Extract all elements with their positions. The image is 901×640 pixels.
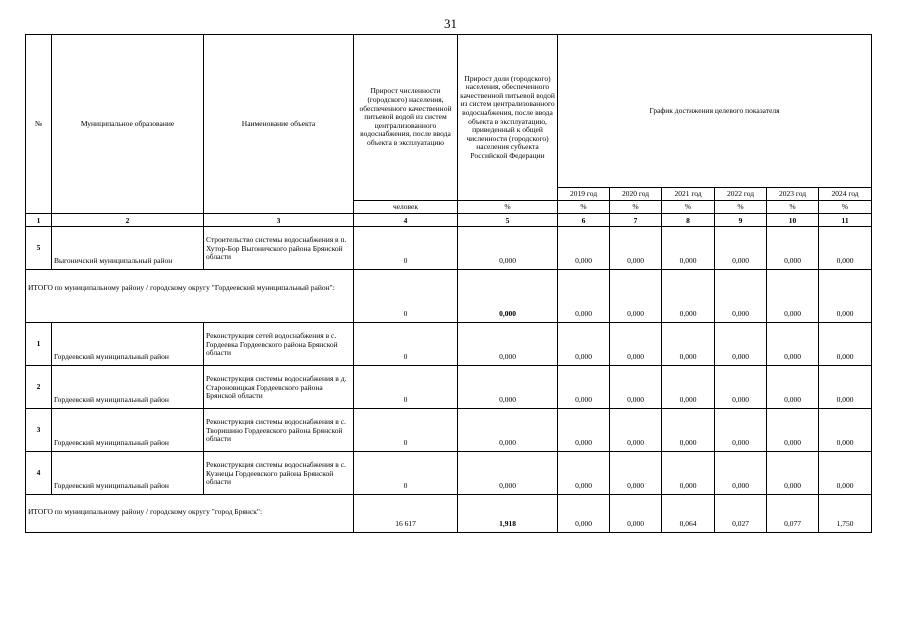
year-value-cell: 0,000: [610, 495, 662, 533]
population-cell: 16 617: [354, 495, 458, 533]
year-value-cell: 0,000: [558, 323, 610, 366]
header-no: №: [26, 35, 52, 214]
year-value-cell: 0,000: [715, 409, 767, 452]
year-value-cell: 0,000: [819, 227, 872, 270]
page-number: 31: [444, 16, 457, 31]
column-number: 1: [26, 214, 52, 227]
year-value-cell: 0,000: [819, 409, 872, 452]
year-value-cell: 0,000: [662, 270, 715, 323]
year-value-cell: 0,000: [662, 409, 715, 452]
year-value-cell: 0,000: [558, 270, 610, 323]
unit-percent: %: [610, 201, 662, 214]
share-cell: 0,000: [458, 409, 558, 452]
header-year: 2024 год: [819, 188, 872, 201]
year-value-cell: 0,000: [558, 495, 610, 533]
header-row: [26, 35, 872, 188]
unit-percent: %: [662, 201, 715, 214]
column-number: 5: [458, 214, 558, 227]
year-value-cell: 0,000: [610, 227, 662, 270]
year-value-cell: 0,000: [715, 323, 767, 366]
column-number: 7: [610, 214, 662, 227]
year-value-cell: 0,000: [715, 452, 767, 495]
municipality-cell: Гордеевский муниципальный район: [52, 452, 204, 495]
population-cell: 0: [354, 323, 458, 366]
table-row: [26, 227, 872, 270]
total-row: [26, 270, 872, 323]
share-cell: 0,000: [458, 366, 558, 409]
column-number: 10: [767, 214, 819, 227]
unit-percent: %: [715, 201, 767, 214]
year-value-cell: 0,000: [662, 227, 715, 270]
column-number-row: [26, 214, 872, 227]
header-year: 2023 год: [767, 188, 819, 201]
year-value-cell: 0,000: [767, 227, 819, 270]
object-cell: Строительство системы водоснабжения в п. Хутор-Бор Выгоничского района Брянской области: [204, 227, 354, 270]
data-table: [25, 34, 872, 533]
row-number: 3: [26, 409, 52, 452]
total-label: ИТОГО по муниципальному району / городскому округу "Гордеевский муниципальный район":: [26, 270, 354, 323]
header-year: 2022 год: [715, 188, 767, 201]
year-value-cell: 0,064: [662, 495, 715, 533]
year-value-cell: 0,000: [715, 366, 767, 409]
header-object: Наименование объекта: [204, 35, 354, 214]
table-row: [26, 452, 872, 495]
municipality-cell: Гордеевский муниципальный район: [52, 323, 204, 366]
year-value-cell: 0,000: [610, 366, 662, 409]
table-row: [26, 409, 872, 452]
header-year: 2021 год: [662, 188, 715, 201]
row-number: 5: [26, 227, 52, 270]
year-value-cell: 0,000: [610, 452, 662, 495]
header-growth-population: Прирост численности (городского) населения, обеспеченного качественной питьевой водой из систем централизованного водоснабжения, после ввода объекта в эксплуатацию: [354, 35, 458, 201]
column-number: 9: [715, 214, 767, 227]
year-value-cell: 0,000: [767, 366, 819, 409]
population-cell: 0: [354, 409, 458, 452]
row-number: 2: [26, 366, 52, 409]
year-value-cell: 1,750: [819, 495, 872, 533]
year-value-cell: 0,000: [819, 366, 872, 409]
population-cell: 0: [354, 366, 458, 409]
year-value-cell: 0,000: [662, 366, 715, 409]
unit-percent: %: [458, 201, 558, 214]
year-value-cell: 0,000: [767, 409, 819, 452]
table-row: [26, 366, 872, 409]
year-value-cell: 0,000: [819, 323, 872, 366]
object-cell: Реконструкция системы водоснабжения в с. Кузнецы Гордеевского района Брянской области: [204, 452, 354, 495]
year-value-cell: 0,027: [715, 495, 767, 533]
share-cell: 0,000: [458, 270, 558, 323]
column-number: 6: [558, 214, 610, 227]
column-number: 4: [354, 214, 458, 227]
municipality-cell: Гордеевский муниципальный район: [52, 366, 204, 409]
object-cell: Реконструкция сетей водоснабжения в с. Гордеевка Гордеевского района Брянской области: [204, 323, 354, 366]
year-value-cell: 0,000: [610, 323, 662, 366]
table-row: [26, 323, 872, 366]
unit-percent: %: [558, 201, 610, 214]
municipality-cell: Гордеевский муниципальный район: [52, 409, 204, 452]
header-year: 2019 год: [558, 188, 610, 201]
year-value-cell: 0,000: [767, 270, 819, 323]
unit-percent: %: [767, 201, 819, 214]
population-cell: 0: [354, 270, 458, 323]
total-row: [26, 495, 872, 533]
object-cell: Реконструкция системы водоснабжения в д. Староновицкая Гордеевского района Брянской области: [204, 366, 354, 409]
column-number: 2: [52, 214, 204, 227]
year-value-cell: 0,000: [558, 452, 610, 495]
population-cell: 0: [354, 452, 458, 495]
column-number: 11: [819, 214, 872, 227]
column-number: 8: [662, 214, 715, 227]
municipality-cell: Выгоничский муниципальный район: [52, 227, 204, 270]
total-label: ИТОГО по муниципальному району / городскому округу "город Брянск":: [26, 495, 354, 533]
year-value-cell: 0,000: [819, 452, 872, 495]
year-value-cell: 0,000: [662, 452, 715, 495]
row-number: 1: [26, 323, 52, 366]
year-value-cell: 0,000: [819, 270, 872, 323]
year-value-cell: 0,000: [662, 323, 715, 366]
year-value-cell: 0,000: [715, 270, 767, 323]
share-cell: 1,918: [458, 495, 558, 533]
year-value-cell: 0,000: [558, 409, 610, 452]
year-value-cell: 0,000: [610, 270, 662, 323]
row-number: 4: [26, 452, 52, 495]
year-value-cell: 0,000: [767, 323, 819, 366]
year-value-cell: 0,000: [558, 227, 610, 270]
year-value-cell: 0,077: [767, 495, 819, 533]
year-value-cell: 0,000: [715, 227, 767, 270]
share-cell: 0,000: [458, 227, 558, 270]
header-year: 2020 год: [610, 188, 662, 201]
share-cell: 0,000: [458, 452, 558, 495]
population-cell: 0: [354, 227, 458, 270]
column-number: 3: [204, 214, 354, 227]
object-cell: Реконструкция системы водоснабжения в с. Творишино Гордеевского района Брянской области: [204, 409, 354, 452]
share-cell: 0,000: [458, 323, 558, 366]
unit-people: человек: [354, 201, 458, 214]
unit-percent: %: [819, 201, 872, 214]
header-municipality: Муниципальное образование: [52, 35, 204, 214]
year-value-cell: 0,000: [767, 452, 819, 495]
year-value-cell: 0,000: [558, 366, 610, 409]
header-growth-share: Прирост доли (городского) населения, обеспеченного качественной питьевой водой из систем централизованного водоснабжения, после ввода объекта в эксплуатацию, приведенный к общей численности (городского) населения субъекта Российской Федерации: [458, 35, 558, 201]
year-value-cell: 0,000: [610, 409, 662, 452]
header-schedule: График достижения целевого показателя: [558, 35, 872, 188]
